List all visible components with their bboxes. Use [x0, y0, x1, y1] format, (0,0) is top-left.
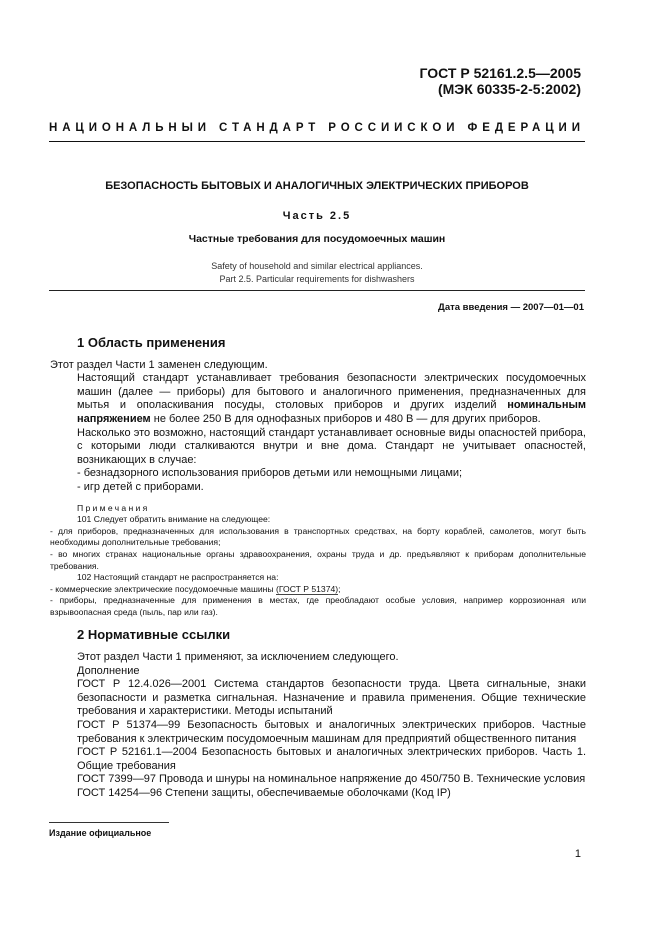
notes-label: Примечания [77, 502, 150, 513]
section1-para2-c: не более 250 В для однофазных приборов и 480 В — для других приборов. [150, 412, 541, 425]
iec-equivalent: (МЭК 60335-2-5:2002) [437, 81, 581, 97]
title-rule [49, 290, 585, 291]
note-101-item-b: - во многих странах национальные органы здравоохранения, охраны труда и др. предъявляют к приборам дополнительные требования. [50, 548, 586, 571]
term-rated-voltage: номинальным напряжением [77, 399, 586, 425]
section2-para1: Этот раздел Части 1 применяют, за исключением следующего. [77, 651, 399, 664]
gost-51374-link[interactable]: (ГОСТ Р 51374) [275, 583, 339, 594]
reference-4: ГОСТ 7399—97 Провода и шнуры на номинальное напряжение до 450/750 В. Технические условия [77, 773, 586, 786]
document-subtitle: Частные требования для посудомоечных машин [188, 233, 446, 245]
section1-para1: Этот раздел Части 1 заменен следующим. [50, 358, 268, 371]
part-number: Часть 2.5 [282, 210, 352, 222]
notes-block [50, 502, 586, 619]
section1-heading: 1 Область применения [77, 335, 226, 350]
document-body [50, 335, 586, 801]
introduction-date: Дата введения — 2007—01—01 [438, 302, 584, 313]
section2-para2: Дополнение [77, 664, 140, 677]
note-102-item-b: - приборы, предназначенные для применения в местах, где преобладают особые условия, например коррозионная или взрывоопасная среда (пыль, пар или газ). [50, 595, 586, 617]
note-102: 102 Настоящий стандарт не распространяется на: [77, 572, 279, 583]
page-number: 1 [574, 848, 581, 860]
note-102-item-a-text: - коммерческие электрические посудомоечные машины [50, 583, 276, 594]
english-title-line1: Safety of household and similar electrical appliances. [211, 261, 423, 271]
section1-para2-a: Настоящий стандарт устанавливает требования безопасности электрических посудомоечных машин (далее — приборы) для бытового и аналогичного применения, предназначенных для мытья и ополаскивания посуды, столовых приборов и других изделий [77, 372, 586, 412]
reference-5: ГОСТ 14254—96 Степени защиты, обеспечиваемые оболочками (Код IP) [77, 787, 451, 799]
note-101: 101 Следует обратить внимание на следующее: [77, 514, 271, 525]
section2-heading: 2 Нормативные ссылки [77, 627, 231, 643]
reference-2: ГОСТ Р 51374—99 Безопасность бытовых и аналогичных электрических приборов. Частные требования к электрическим посудомоечным машинам для предприятий общественного питания [77, 719, 586, 745]
english-title-line2: Part 2.5. Particular requirements for dishwashers [219, 274, 415, 284]
reference-3: ГОСТ Р 52161.1—2004 Безопасность бытовых и аналогичных электрических приборов. Часть 1. Общие требования [77, 746, 586, 772]
english-title [49, 260, 585, 286]
note-102-item-a-end: ; [338, 583, 341, 594]
footer-rule [49, 822, 169, 823]
national-standard-banner: НАЦИОНАЛЬНЫЙ СТАНДАРТ РОССИЙСКОЙ ФЕДЕРАЦИИ [49, 122, 585, 134]
reference-1: ГОСТ Р 12.4.026—2001 Система стандартов безопасности труда. Цвета сигнальные, знаки безопасности и разметка сигнальная. Назначение и правила применения. Общие технические требования и характеристики. Методы испытаний [77, 678, 586, 718]
section1-para2 [77, 372, 586, 426]
document-title: БЕЗОПАСНОСТЬ БЫТОВЫХ И АНАЛОГИЧНЫХ ЭЛЕКТРИЧЕСКИХ ПРИБОРОВ [105, 180, 529, 192]
section1-para3: Насколько это возможно, настоящий стандарт устанавливает основные виды опасностей прибора, с которыми люди сталкиваются внутри и вне дома. Стандарт не учитывает опасностей, возникающих в случае: [77, 426, 586, 466]
header-rule [49, 141, 585, 142]
note-101-item-a: - для приборов, предназначенных для использования в транспортных средствах, на борту кораблей, самолетов, могут быть необходимы дополнительные требования; [50, 525, 586, 548]
note-102-item-a [50, 584, 586, 596]
standard-designation [420, 65, 582, 97]
standard-number: ГОСТ Р 52161.2.5—2005 [419, 65, 581, 81]
section1-bullet1: - безнадзорного использования приборов детьми или немощными лицами; [77, 467, 463, 480]
section1-bullet2: - игр детей с приборами. [77, 480, 204, 493]
edition-label: Издание официальное [49, 828, 152, 838]
